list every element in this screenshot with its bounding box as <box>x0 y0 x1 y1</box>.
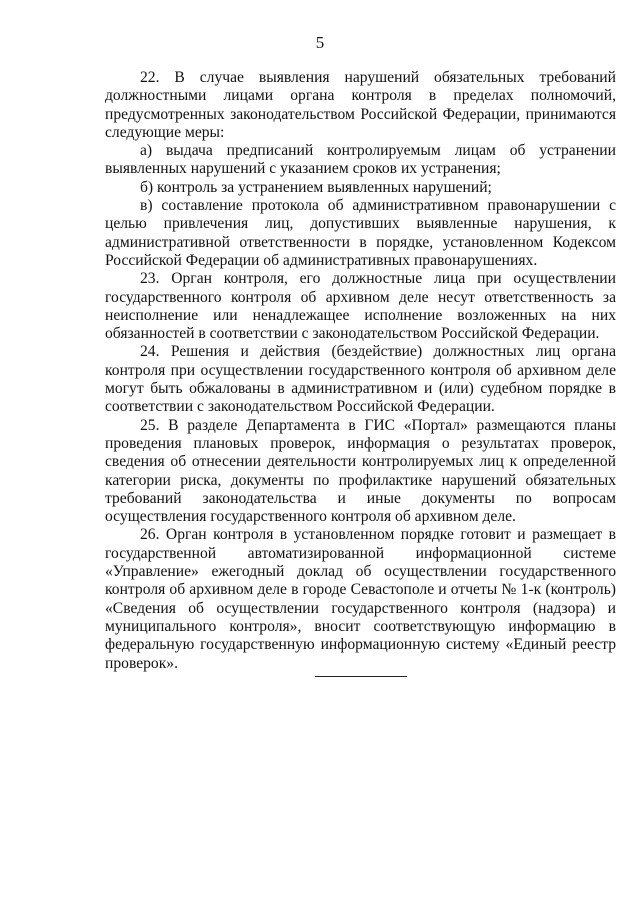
paragraph-22-item-c: в) составление протокола об административном правонарушении с целью привлечения лиц, допустивших выявленные нарушения, к административной ответственности в порядке, установленном Кодексом Российской Федерации об административных правонарушениях. <box>105 197 616 269</box>
paragraph-22: 22. В случае выявления нарушений обязательных требований должностными лицами органа контроля в пределах полномочий, предусмотренных законодательством Российской Федерации, принимаются следующие меры: <box>105 69 616 141</box>
page-number: 5 <box>315 33 325 52</box>
paragraph-24: 24. Решения и действия (бездействие) должностных лиц органа контроля при осуществлении государственного контроля об архивном деле могут быть обжалованы в административном и (или) судебном порядке в соответствии с законодательством Российской Федерации. <box>105 343 616 416</box>
paragraph-22-item-b: б) контроль за устранением выявленных нарушений; <box>140 178 492 196</box>
paragraph-23: 23. Орган контроля, его должностные лица при осуществлении государственного контроля об архивном деле несут ответственность за неисполнение или ненадлежащее исполнение возложенных на них обязанностей в соответствии с законодательством Российской Федерации. <box>105 270 616 343</box>
paragraph-26: 26. Орган контроля в установленном порядке готовит и размещает в государственной автоматизированной информационной системе «Управление» ежегодный доклад об осуществлении государственного контроля об архивном деле в городе Севастополе и отчеты № 1-к (контроль) «Сведения об осуществлении государственного контроля (надзора) и муниципального контроля», вносит соответствующую информацию в федеральную государственную информационную систему «Единый реестр проверок». <box>105 526 616 672</box>
paragraph-25: 25. В разделе Департамента в ГИС «Портал» размещаются планы проведения плановых проверок, информация о результатах проверок, сведения об отнесении деятельности контролируемых лиц к определенной категории риска, документы по профилактике нарушений обязательных требований законодательства и иные документы по вопросам осуществления государственного контроля об архивном деле. <box>105 416 616 526</box>
paragraph-22-item-a: а) выдача предписаний контролируемым лицам об устранении выявленных нарушений с указанием сроков их устранения; <box>105 142 616 178</box>
document-body <box>105 69 616 673</box>
end-separator-line <box>315 676 407 677</box>
